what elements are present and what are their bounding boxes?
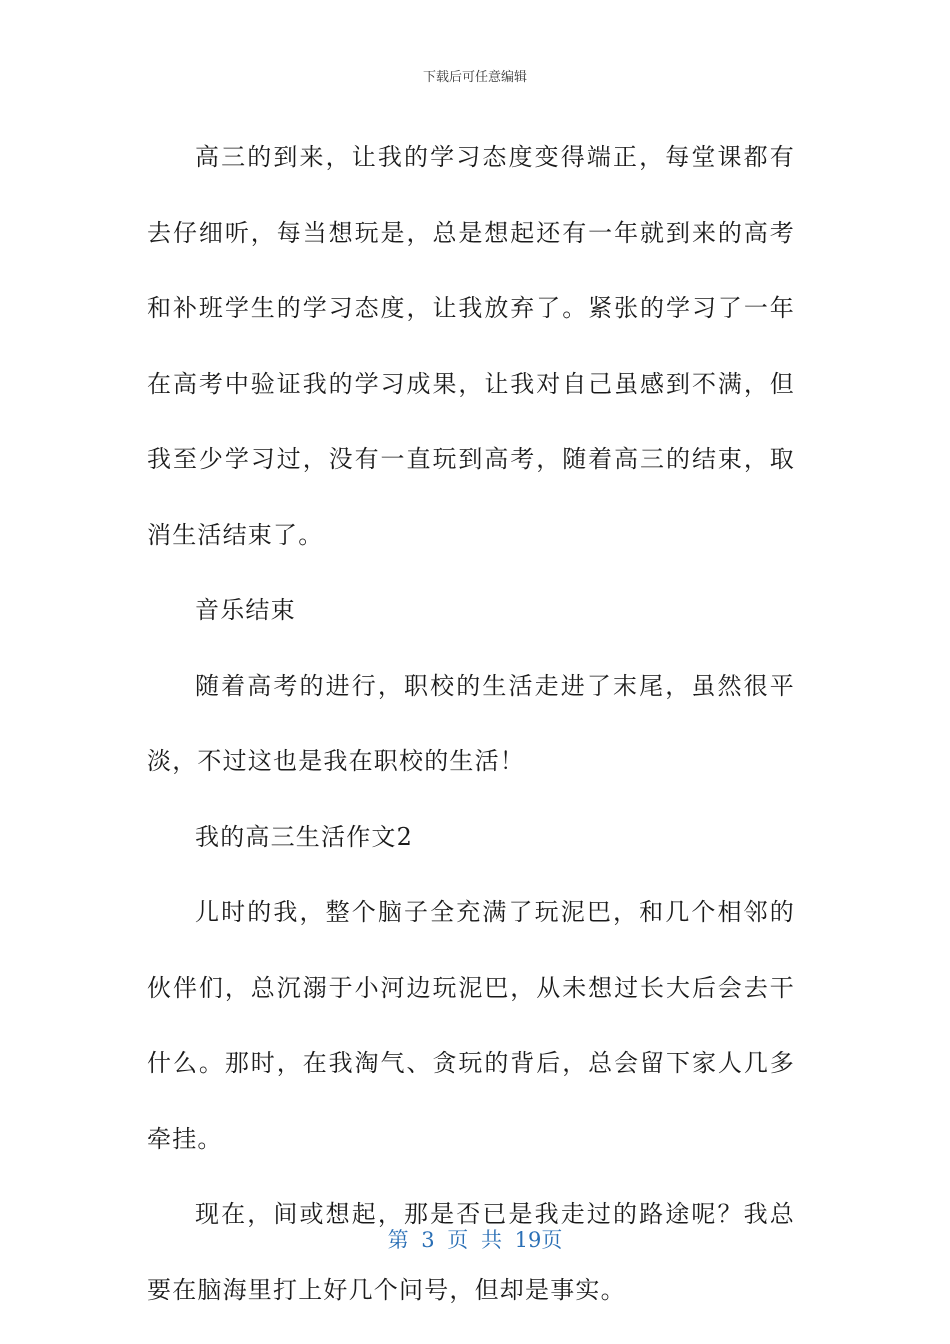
document-body (147, 120, 795, 1328)
paragraph-music-ends: 音乐结束 (195, 596, 296, 624)
essay-title-2: 我的高三生活作文2 (195, 822, 414, 851)
paragraph-vocational-school-life: 随着高考的进行，职校的生活走进了末尾，虽然很平淡，不过这也是我在职校的生活！ (147, 671, 795, 775)
paragraph-reflection: 现在，间或想起，那是否已是我走过的路途呢？我总要在脑海里打上好几个问号，但却是事实。 (147, 1200, 795, 1304)
paragraph-childhood: 儿时的我，整个脑子全充满了玩泥巴，和几个相邻的伙伴们，总沉溺于小河边玩泥巴，从未想过长大后会去干什么。那时，在我淘气、贪玩的背后，总会留下家人几多牵挂。 (147, 898, 795, 1153)
page-number-footer: 第 3 页 共 19页 (387, 1228, 563, 1252)
paragraph-senior-year-attitude: 高三的到来，让我的学习态度变得端正，每堂课都有去仔细听，每当想玩是，总是想起还有一年就到来的高考和补班学生的学习态度，让我放弃了。紧张的学习了一年在高考中验证我的学习成果，让我对自己虽感到不满，但我至少学习过，没有一直玩到高考，随着高三的结束，取消生活结束了。 (147, 143, 795, 549)
download-edit-note: 下载后可任意编辑 (422, 70, 527, 85)
